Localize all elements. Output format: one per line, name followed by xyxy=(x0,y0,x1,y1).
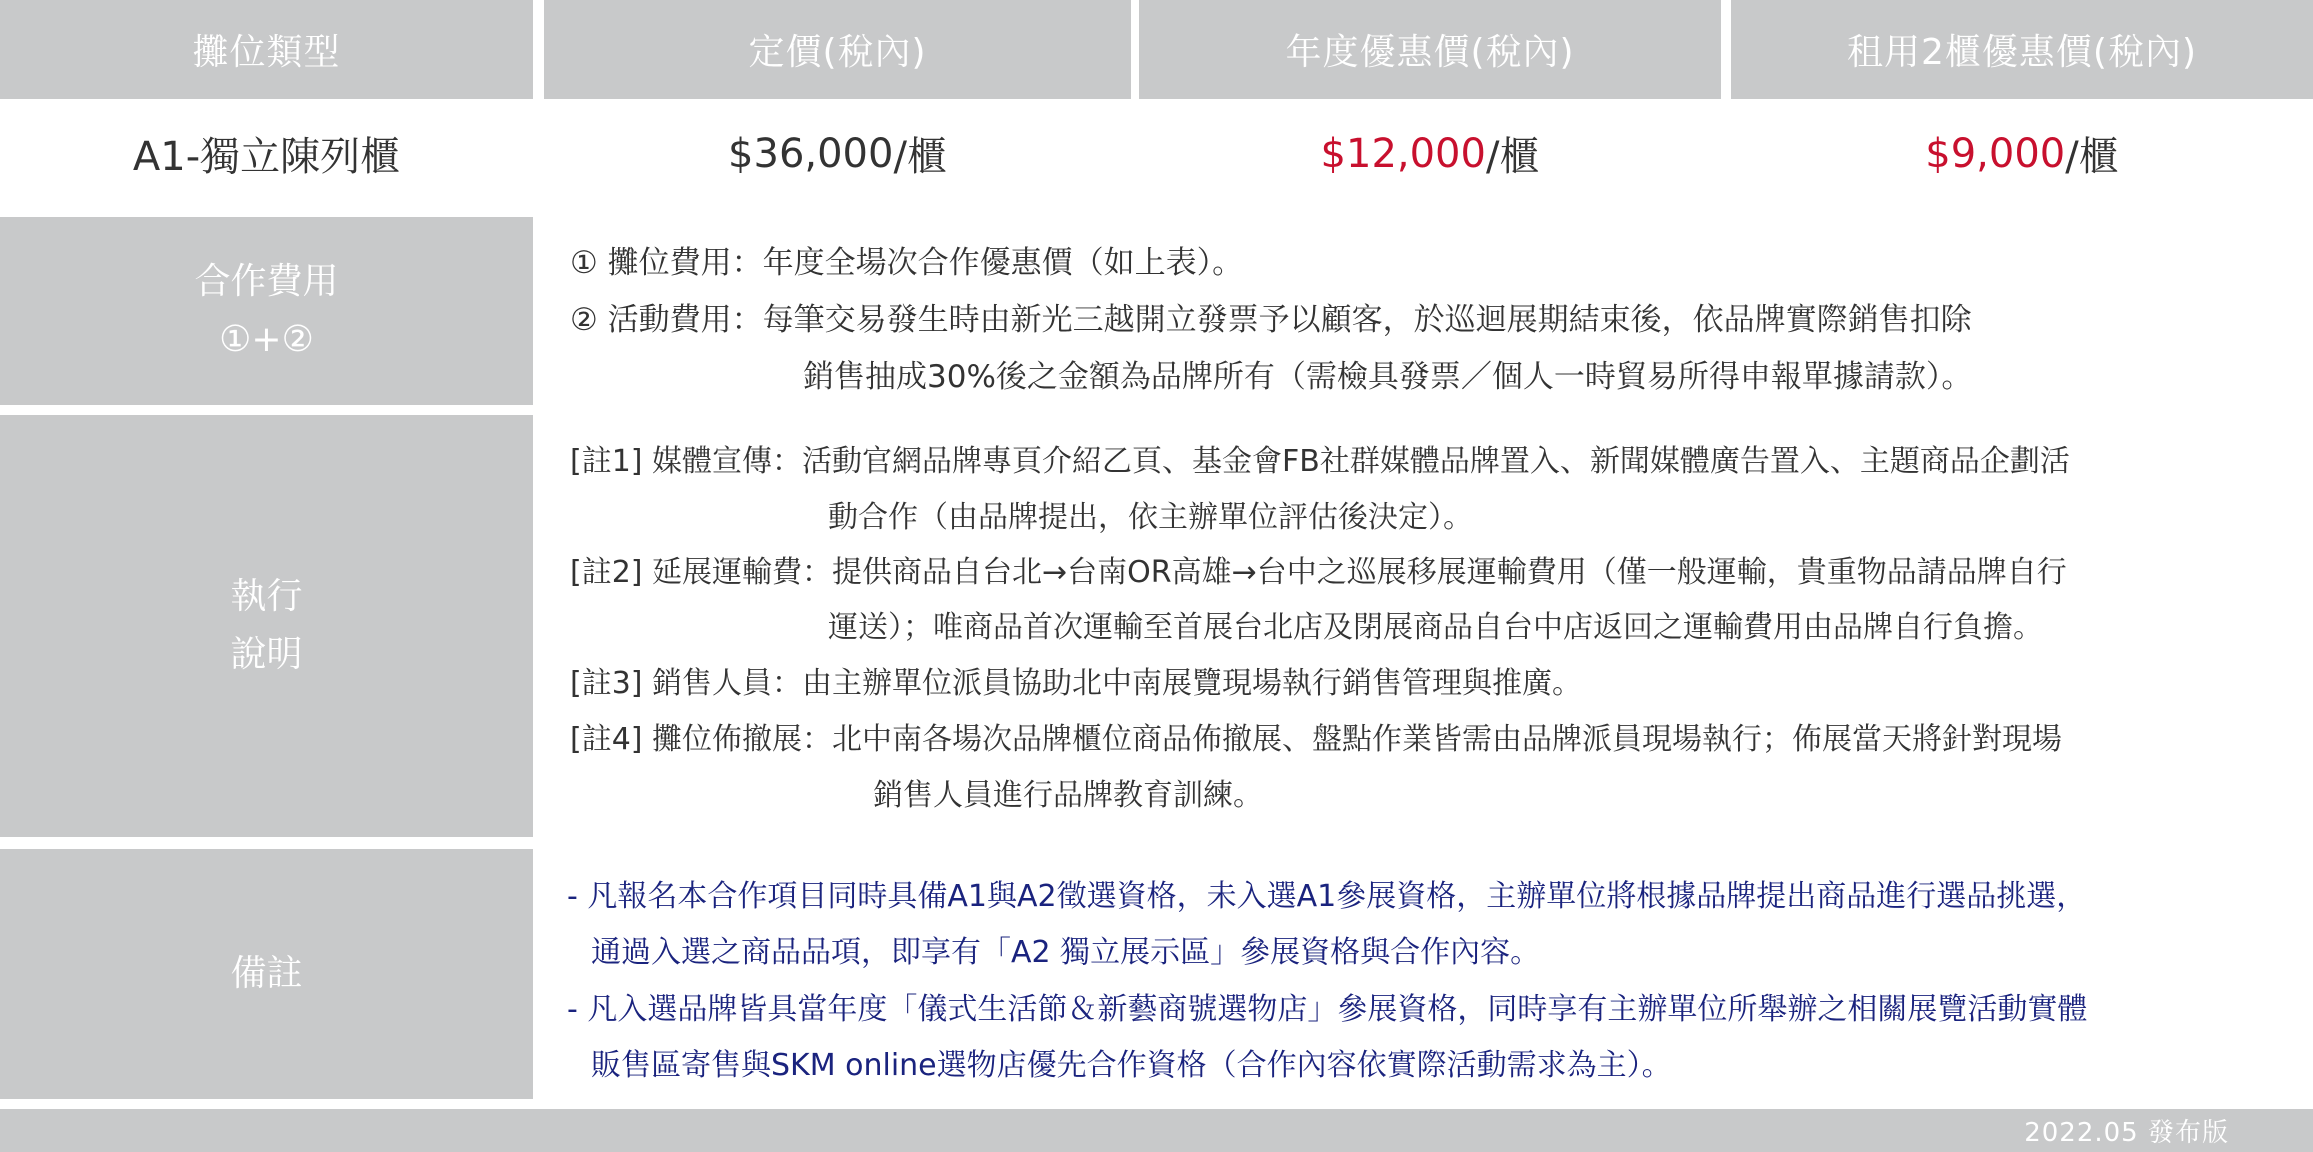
header-two-counter-price: 租用2櫃優惠價(稅內) xyxy=(1731,0,2313,99)
execution-label xyxy=(0,415,533,837)
remarks-label-text: 備註 xyxy=(230,953,303,994)
cooperation-label-line2: ①+② xyxy=(219,319,314,360)
note-1-cont: 動合作（由品牌提出，依主辦單位評估後決定）。 xyxy=(828,500,1473,535)
execution-label-line1: 執行 xyxy=(230,576,303,617)
note-2-cont: 運送）；唯商品首次運輸至首展台北店及閉展商品自台中店返回之運輸費用由品牌自行負擔。 xyxy=(828,610,2043,645)
two-counter-price-value: $9,000 xyxy=(1925,130,2066,177)
list-price-value: $36,000 xyxy=(728,130,894,177)
two-counter-price xyxy=(1731,99,2313,208)
version-label: 2022.05 發布版 xyxy=(2024,1118,2229,1148)
execution-content xyxy=(570,415,2290,837)
annual-price xyxy=(1139,99,1721,208)
header-list-price: 定價(稅內) xyxy=(544,0,1131,99)
booth-type: A1-獨立陳列櫃 xyxy=(132,134,401,180)
note-1: [註1] 媒體宣傳：活動官網品牌專頁介紹乙頁、基金會FB社群媒體品牌置入、新聞媒體廣告置入、主題商品企劃活 xyxy=(570,444,2070,479)
note-2: [註2] 延展運輸費：提供商品自台北→台南OR高雄→台中之巡展移展運輸費用（僅一般運輸，貴重物品請品牌自行 xyxy=(570,555,2067,590)
execution-label-line2: 說明 xyxy=(230,634,303,675)
remark-2: - 凡入選品牌皆具當年度「儀式生活節＆新藝商號選物店」參展資格，同時享有主辦單位所舉辦之相關展覽活動實體 xyxy=(567,992,2088,1027)
footer-bar xyxy=(0,1109,2313,1152)
note-4: [註4] 攤位佈撤展：北中南各場次品牌櫃位商品佈撤展、盤點作業皆需由品牌派員現場執行；佈展當天將針對現場 xyxy=(570,722,2063,757)
price-row xyxy=(0,99,2313,208)
remarks-label xyxy=(0,849,533,1099)
two-counter-price-unit: /櫃 xyxy=(2065,134,2119,180)
note-3: [註3] 銷售人員：由主辦單位派員協助北中南展覽現場執行銷售管理與推廣。 xyxy=(570,666,1583,701)
cooperation-item-2-cont: 銷售抽成30%後之金額為品牌所有（需檢具發票／個人一時貿易所得申報單據請款）。 xyxy=(803,359,1973,395)
remarks-content xyxy=(567,849,2297,1099)
header-annual-price: 年度優惠價(稅內) xyxy=(1139,0,1721,99)
list-price xyxy=(544,99,1131,208)
annual-price-value: $12,000 xyxy=(1320,130,1486,177)
note-4-cont: 銷售人員進行品牌教育訓練。 xyxy=(873,778,1263,813)
remark-1-cont: 通過入選之商品品項，即享有「A2 獨立展示區」參展資格與合作內容。 xyxy=(591,935,1541,970)
remark-1: - 凡報名本合作項目同時具備A1與A2徵選資格，未入選A1參展資格，主辦單位將根據品牌提出商品進行選品挑選， xyxy=(567,879,2087,914)
annual-price-unit: /櫃 xyxy=(1485,134,1540,180)
cooperation-item-1: ① 攤位費用：年度全場次合作優惠價（如上表）。 xyxy=(570,245,1244,281)
cooperation-item-2: ② 活動費用：每筆交易發生時由新光三越開立發票予以顧客，於巡迴展期結束後，依品牌實際銷售扣除 xyxy=(570,302,1972,338)
header-booth-type: 攤位類型 xyxy=(0,0,533,99)
cooperation-label-line1: 合作費用 xyxy=(194,261,339,302)
cooperation-content xyxy=(570,217,2290,405)
list-price-unit: /櫃 xyxy=(893,134,947,180)
remark-2-cont: 販售區寄售與SKM online選物店優先合作資格（合作內容依實際活動需求為主）。 xyxy=(591,1048,1672,1083)
cooperation-label xyxy=(0,217,533,405)
